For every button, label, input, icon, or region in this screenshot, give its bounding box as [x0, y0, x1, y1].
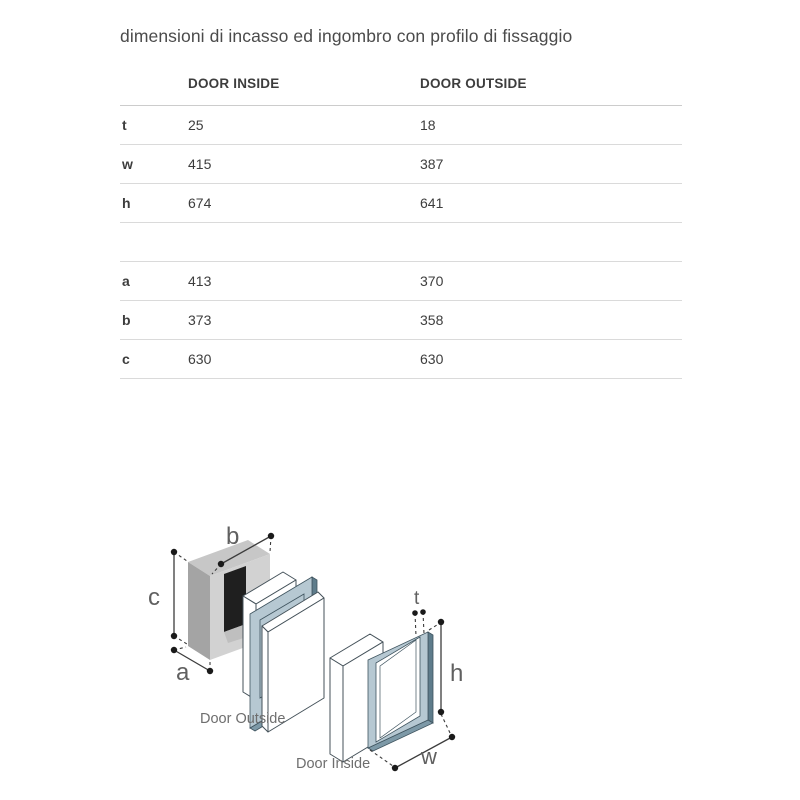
table-row	[120, 300, 682, 339]
dim-label-t: t	[414, 588, 420, 609]
dim-label-a: a	[176, 659, 190, 686]
cell-door-inside: 373	[188, 300, 420, 339]
table-spacer-row	[120, 222, 682, 261]
dim-label-c: c	[148, 584, 160, 611]
table-row	[120, 144, 682, 183]
dimension-c	[148, 549, 187, 644]
dimension-t	[412, 588, 426, 636]
cell-door-outside: 641	[420, 183, 682, 222]
dim-label-w: w	[421, 744, 437, 769]
header-spacer-cell	[120, 62, 188, 105]
door-outside-caption: Door Outside	[200, 711, 286, 727]
cell-door-inside	[188, 222, 420, 261]
door-inside-unit	[330, 632, 433, 762]
table-header-row	[120, 62, 682, 105]
row-label: c	[120, 339, 188, 378]
cell-door-inside: 25	[188, 105, 420, 144]
row-label: b	[120, 300, 188, 339]
cell-door-inside: 630	[188, 339, 420, 378]
col-header-door-outside: DOOR OUTSIDE	[420, 62, 682, 105]
cell-door-inside: 415	[188, 144, 420, 183]
page-title: dimensioni di incasso ed ingombro con profilo di fissaggio	[120, 26, 573, 46]
table-row	[120, 339, 682, 378]
cell-door-inside: 674	[188, 183, 420, 222]
cell-door-outside: 18	[420, 105, 682, 144]
row-label: w	[120, 144, 188, 183]
cell-door-outside: 387	[420, 144, 682, 183]
table-row	[120, 105, 682, 144]
cell-door-outside: 358	[420, 300, 682, 339]
dimensions-table	[120, 62, 682, 379]
cell-door-inside: 413	[188, 261, 420, 300]
installation-diagram	[128, 512, 480, 798]
table-row	[120, 183, 682, 222]
cell-door-outside: 370	[420, 261, 682, 300]
col-header-door-inside: DOOR INSIDE	[188, 62, 420, 105]
table-row	[120, 261, 682, 300]
row-label: h	[120, 183, 188, 222]
dim-label-h: h	[450, 660, 464, 687]
row-label: a	[120, 261, 188, 300]
row-label: t	[120, 105, 188, 144]
door-inside-caption: Door Inside	[296, 756, 371, 772]
row-label	[120, 222, 188, 261]
door-outside-unit	[243, 572, 324, 732]
cell-door-outside: 630	[420, 339, 682, 378]
dimension-h	[429, 619, 463, 735]
dim-label-b: b	[226, 523, 240, 550]
cell-door-outside	[420, 222, 682, 261]
